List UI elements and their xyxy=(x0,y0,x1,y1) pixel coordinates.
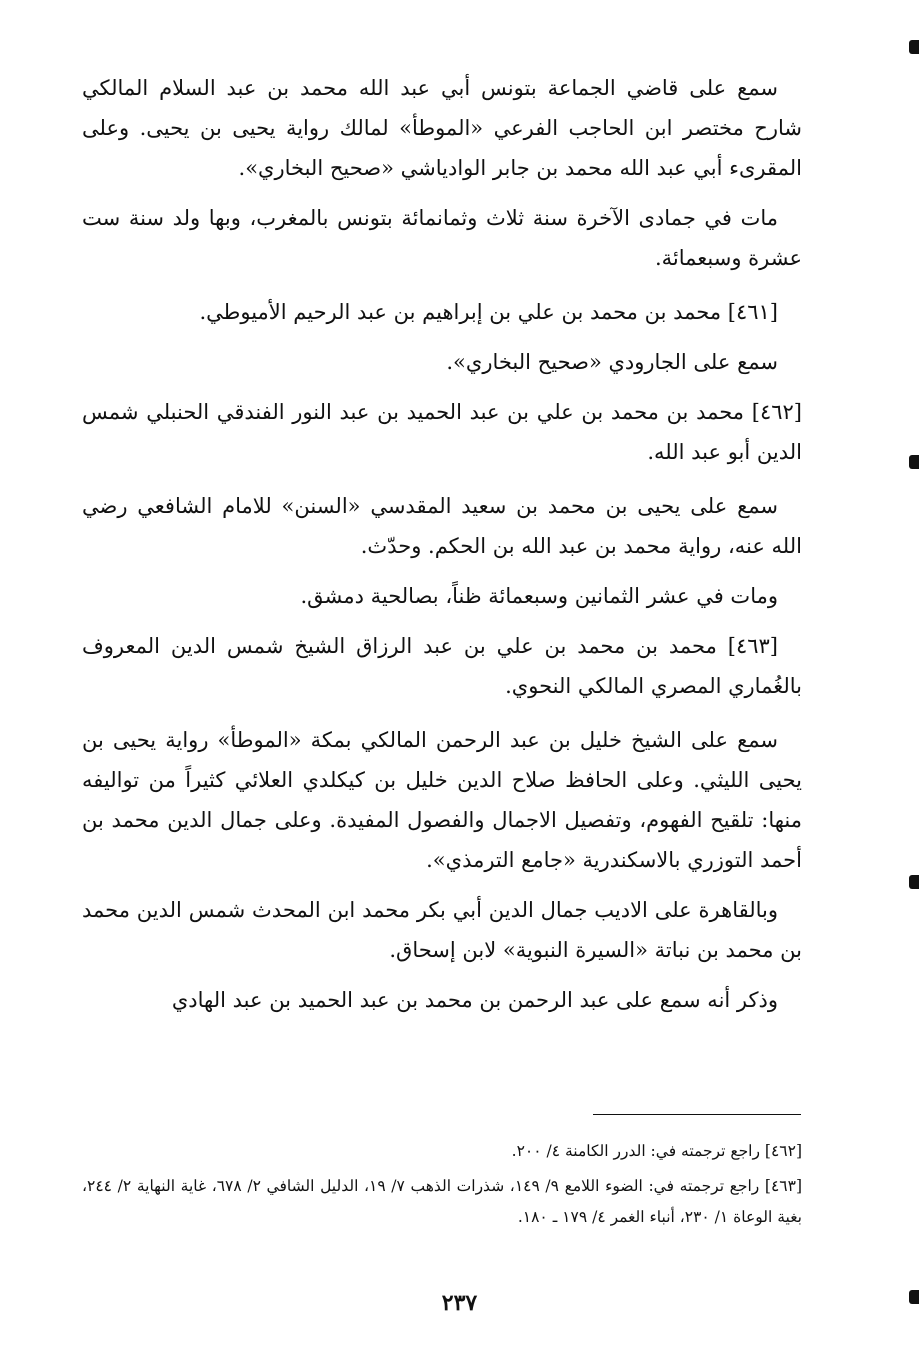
entry-463-body: سمع على الشيخ خليل بن عبد الرحمن المالكي بمكة «الموطأ» رواية يحيى بن يحيى الليثي. وعلى الحافظ صلاح الدين خليل بن كيكلدي العلائي كثيراً من تواليفه منها: تلقيح الفهوم، وتفصيل الاجمال والفصول المفيدة. وعلى جمال الدين محمد بن أحمد التوزري بالاسكندرية «جامع الترمذي». xyxy=(82,728,802,872)
paragraph-1: سمع على قاضي الجماعة بتونس أبي عبد الله محمد بن عبد السلام المالكي شارح مختصر ابن الحاجب الفرعي «الموطأ» لمالك رواية يحيى بن يحيى. وعلى المقرىء أبي عبد الله محمد بن جابر الوادياشي «صحيح البخاري». xyxy=(82,76,802,180)
entry-462-heading: [٤٦٢] محمد بن محمد بن علي بن عبد الحميد بن عبد النور الفندقي الحنبلي شمس الدين أبو عبد الله. xyxy=(82,400,802,464)
entry-463-continued: وذكر أنه سمع على عبد الرحمن بن محمد بن عبد الحميد بن عبد الهادي xyxy=(171,988,778,1012)
entry-461-heading: [٤٦١] محمد بن محمد بن علي بن إبراهيم بن عبد الرحيم الأميوطي. xyxy=(199,300,778,324)
footnote-divider xyxy=(593,1114,801,1115)
scan-edge-mark xyxy=(909,455,919,469)
scan-edge-mark xyxy=(909,1290,919,1304)
footnotes xyxy=(82,1136,802,1237)
entry-463-heading: [٤٦٣] محمد بن محمد بن علي بن عبد الرزاق الشيخ شمس الدين المعروف بالغُماري المصري المالكي النحوي. xyxy=(82,634,802,698)
paragraph-2: مات في جمادى الآخرة سنة ثلاث وثمانمائة بتونس بالمغرب، وبها ولد سنة ست عشرة وسبعمائة. xyxy=(82,206,802,270)
scan-edge-mark xyxy=(909,40,919,54)
entry-462-death: ومات في عشر الثمانين وسبعمائة ظناً، بصالحية دمشق. xyxy=(300,584,778,608)
entry-463-cairo: وبالقاهرة على الاديب جمال الدين أبي بكر محمد ابن المحدث شمس الدين محمد بن محمد بن نباتة «السيرة النبوية» لابن إسحاق. xyxy=(82,898,802,962)
footnote-462: [٤٦٢] راجع ترجمته في: الدرر الكامنة ٤/ ٢٠٠. xyxy=(511,1142,802,1160)
entry-461-body: سمع على الجارودي «صحيح البخاري». xyxy=(446,350,778,374)
page-number: ٢٣٧ xyxy=(441,1290,478,1316)
footnote-463: [٤٦٣] راجع ترجمته في: الضوء اللامع ٩/ ١٤٩، شذرات الذهب ٧/ ١٩، الدليل الشافي ٢/ ٦٧٨، غاية النهاية ٢/ ٢٤٤، بغية الوعاة ١/ ٢٣٠، أنباء الغمر ٤/ ١٧٩ ـ ١٨٠. xyxy=(82,1177,803,1226)
main-text xyxy=(82,68,802,1030)
scan-edge-mark xyxy=(909,875,919,889)
entry-462-body: سمع على يحيى بن محمد بن سعيد المقدسي «السنن» للامام الشافعي رضي الله عنه، رواية محمد بن عبد الله بن الحكم. وحدّث. xyxy=(82,494,802,558)
